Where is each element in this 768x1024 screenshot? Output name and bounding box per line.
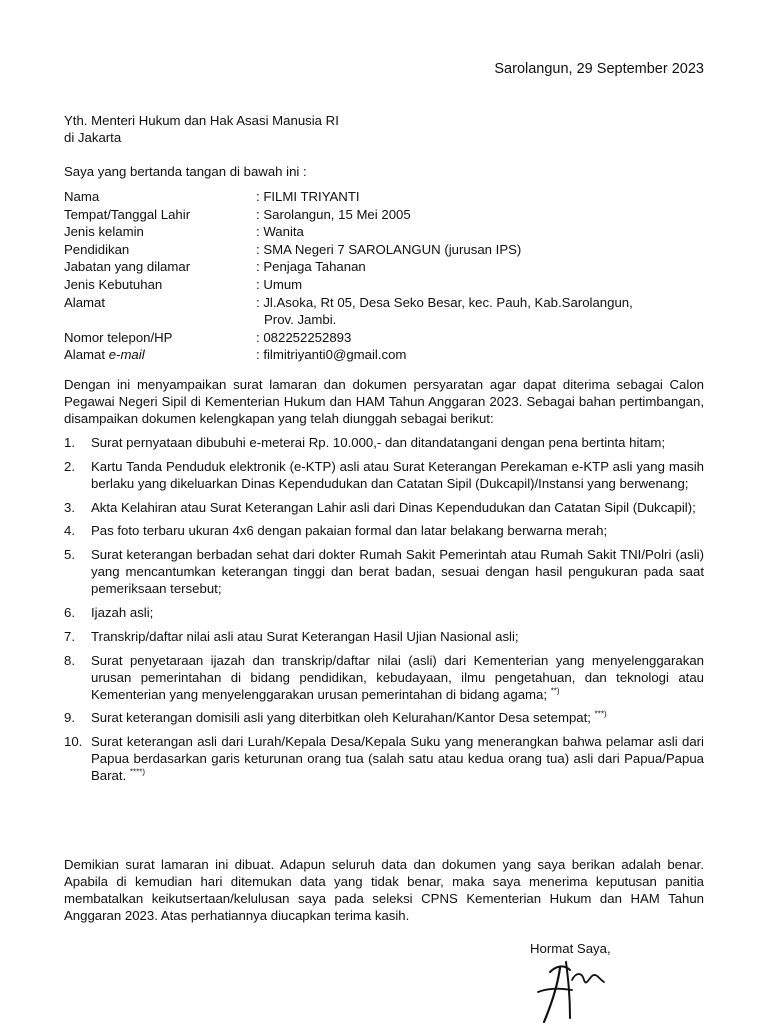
recipient-block	[64, 112, 339, 146]
list-item	[64, 709, 704, 726]
recipient-line: di Jakarta	[64, 130, 122, 145]
field-label: Pendidikan	[64, 241, 130, 257]
document-list	[64, 434, 704, 791]
item-text-body: Surat pernyataan dibubuhi e-meterai Rp. 10.000,- dan ditandatangani dengan pena bertinta hitam;	[91, 435, 666, 450]
field-label: Tempat/Tanggal Lahir	[64, 206, 191, 222]
field-value: : filmitriyanti0@gmail.com	[256, 347, 407, 363]
list-item	[64, 458, 704, 492]
item-text	[91, 499, 704, 516]
item-number: 2.	[64, 458, 75, 474]
field-row	[64, 346, 704, 364]
address-line: : Jl.Asoka, Rt 05, Desa Seko Besar, kec. Pauh, Kab.Sarolangun,	[256, 294, 633, 310]
item-number: 3.	[64, 499, 75, 515]
item-text-body: Surat keterangan domisili asli yang diterbitkan oleh Kelurahan/Kantor Desa setempat;	[91, 710, 591, 726]
item-text-body: Akta Kelahiran atau Surat Keterangan Lahir asli dari Dinas Kependudukan dan Catatan Sipil (Dukcapil);	[91, 499, 696, 515]
field-value: : Penjaga Tahanan	[256, 259, 366, 275]
signature-image	[530, 958, 620, 1024]
item-text-body: Transkrip/daftar nilai asli atau Surat Keterangan Hasil Ujian Nasional asli;	[91, 628, 519, 644]
list-item	[64, 522, 704, 539]
closing-paragraph: Demikian surat lamaran ini dibuat. Adapun seluruh data dan dokumen yang saya berikan adalah benar. Apabila di kemudian hari ditemukan data yang tidak benar, maka saya menerima keputusan panitia membatalkan keikutsertaan/kelulusan saya pada seleksi CPNS Kementerian Hukum dan HAM Tahun Anggaran 2023. Atas perhatiannya diucapkan terima kasih.	[64, 857, 704, 923]
item-text-body: Surat penyetaraan ijazah dan transkrip/daftar nilai (asli) dari Kementerian yang menyelenggarakan urusan pemerintahan di bidang pendidikan, kebudayaan, ilmu pengetahuan, dan teknologi atau Kementerian yang menyelenggarakan urusan pemerintahan di bidang agama;	[91, 652, 704, 702]
list-item	[64, 652, 704, 703]
field-row	[64, 258, 704, 276]
item-number: 7.	[64, 628, 75, 644]
list-item	[64, 434, 704, 451]
item-text	[91, 458, 704, 492]
item-number: 9.	[64, 710, 75, 726]
item-text	[91, 652, 704, 703]
item-text-body: Surat keterangan berbadan sehat dari dokter Rumah Sakit Pemerintah atau Rumah Sakit TNI/Polri (asli) yang mencantumkan keterangan tinggi dan berat badan, sesuai dengan hasil pengukuran pada saat pemeriksaan tersebut;	[91, 547, 704, 597]
field-row	[64, 329, 704, 347]
email-label-prefix: Alamat	[64, 347, 109, 363]
intro-text: Saya yang bertanda tangan di bawah ini :	[64, 164, 307, 179]
field-value: : FILMI TRIYANTI	[256, 189, 360, 204]
field-row	[64, 188, 704, 206]
field-row	[64, 276, 704, 294]
field-value: : Umum	[256, 276, 303, 292]
field-value: : SMA Negeri 7 SAROLANGUN (jurusan IPS)	[256, 241, 522, 257]
paragraph-1: Dengan ini menyampaikan surat lamaran dan dokumen persyaratan agar dapat diterima sebagai Calon Pegawai Negeri Sipil di Kementerian Hukum dan HAM Tahun Anggaran 2023. Sebagai bahan pertimbangan, disampaikan dokumen kelengkapan yang telah diunggah sebagai berikut:	[64, 377, 704, 426]
item-text	[91, 546, 704, 597]
item-text	[91, 434, 704, 451]
item-number: 8.	[64, 652, 75, 668]
list-item	[64, 499, 704, 516]
item-text	[91, 628, 704, 645]
item-number: 4.	[64, 523, 75, 539]
list-item	[64, 733, 704, 784]
item-number: 10.	[64, 734, 83, 750]
footnote-marker: ****)	[129, 767, 145, 777]
field-label: Jenis Kebutuhan	[64, 276, 163, 292]
email-label-italic: e-mail	[108, 347, 145, 363]
list-item	[64, 604, 704, 621]
item-text	[91, 522, 704, 539]
field-label: Nama	[64, 189, 100, 204]
footnote-marker: ***)	[594, 709, 607, 719]
item-text-body: Ijazah asli;	[91, 604, 154, 620]
place-date: Sarolangun, 29 September 2023	[494, 61, 704, 77]
applicant-fields	[64, 188, 704, 364]
field-label	[64, 346, 256, 364]
item-number: 6.	[64, 604, 75, 620]
field-value-address	[256, 294, 704, 329]
field-value: : 082252252893	[256, 329, 352, 345]
field-label: Jenis kelamin	[64, 224, 144, 240]
field-label: Jabatan yang dilamar	[64, 259, 191, 275]
recipient-line: Yth. Menteri Hukum dan Hak Asasi Manusia RI	[64, 113, 339, 128]
item-number: 5.	[64, 547, 75, 563]
field-row	[64, 206, 704, 224]
address-line-cont: Prov. Jambi.	[264, 312, 337, 328]
field-value: : Wanita	[256, 224, 304, 240]
field-value: : Sarolangun, 15 Mei 2005	[256, 206, 411, 222]
regards-text: Hormat Saya,	[530, 941, 611, 956]
item-text-body: Surat keterangan asli dari Lurah/Kepala Desa/Kepala Suku yang menerangkan bahwa pelamar asli dari Papua berdasarkan garis keturunan orang tua (salah satu atau kedua orang tua) asli dari Papua/Papua Barat.	[91, 734, 704, 784]
item-text	[91, 709, 704, 726]
field-row	[64, 294, 704, 329]
field-row	[64, 223, 704, 241]
item-text-body: Pas foto terbaru ukuran 4x6 dengan pakaian formal dan latar belakang berwarna merah;	[91, 523, 608, 539]
item-number: 1.	[64, 435, 75, 450]
footnote-marker: **)	[550, 686, 560, 696]
field-row	[64, 241, 704, 259]
list-item	[64, 546, 704, 597]
item-text-body: Kartu Tanda Penduduk elektronik (e-KTP) asli atau Surat Keterangan Perekaman e-KTP asli yang masih berlaku yang dikeluarkan Dinas Kependudukan dan Catatan Sipil (Dukcapil)/Instansi yang berwenang;	[91, 458, 704, 491]
item-text	[91, 604, 704, 621]
item-text	[91, 733, 704, 784]
field-label: Nomor telepon/HP	[64, 329, 173, 345]
field-label: Alamat	[64, 294, 106, 310]
list-item	[64, 628, 704, 645]
